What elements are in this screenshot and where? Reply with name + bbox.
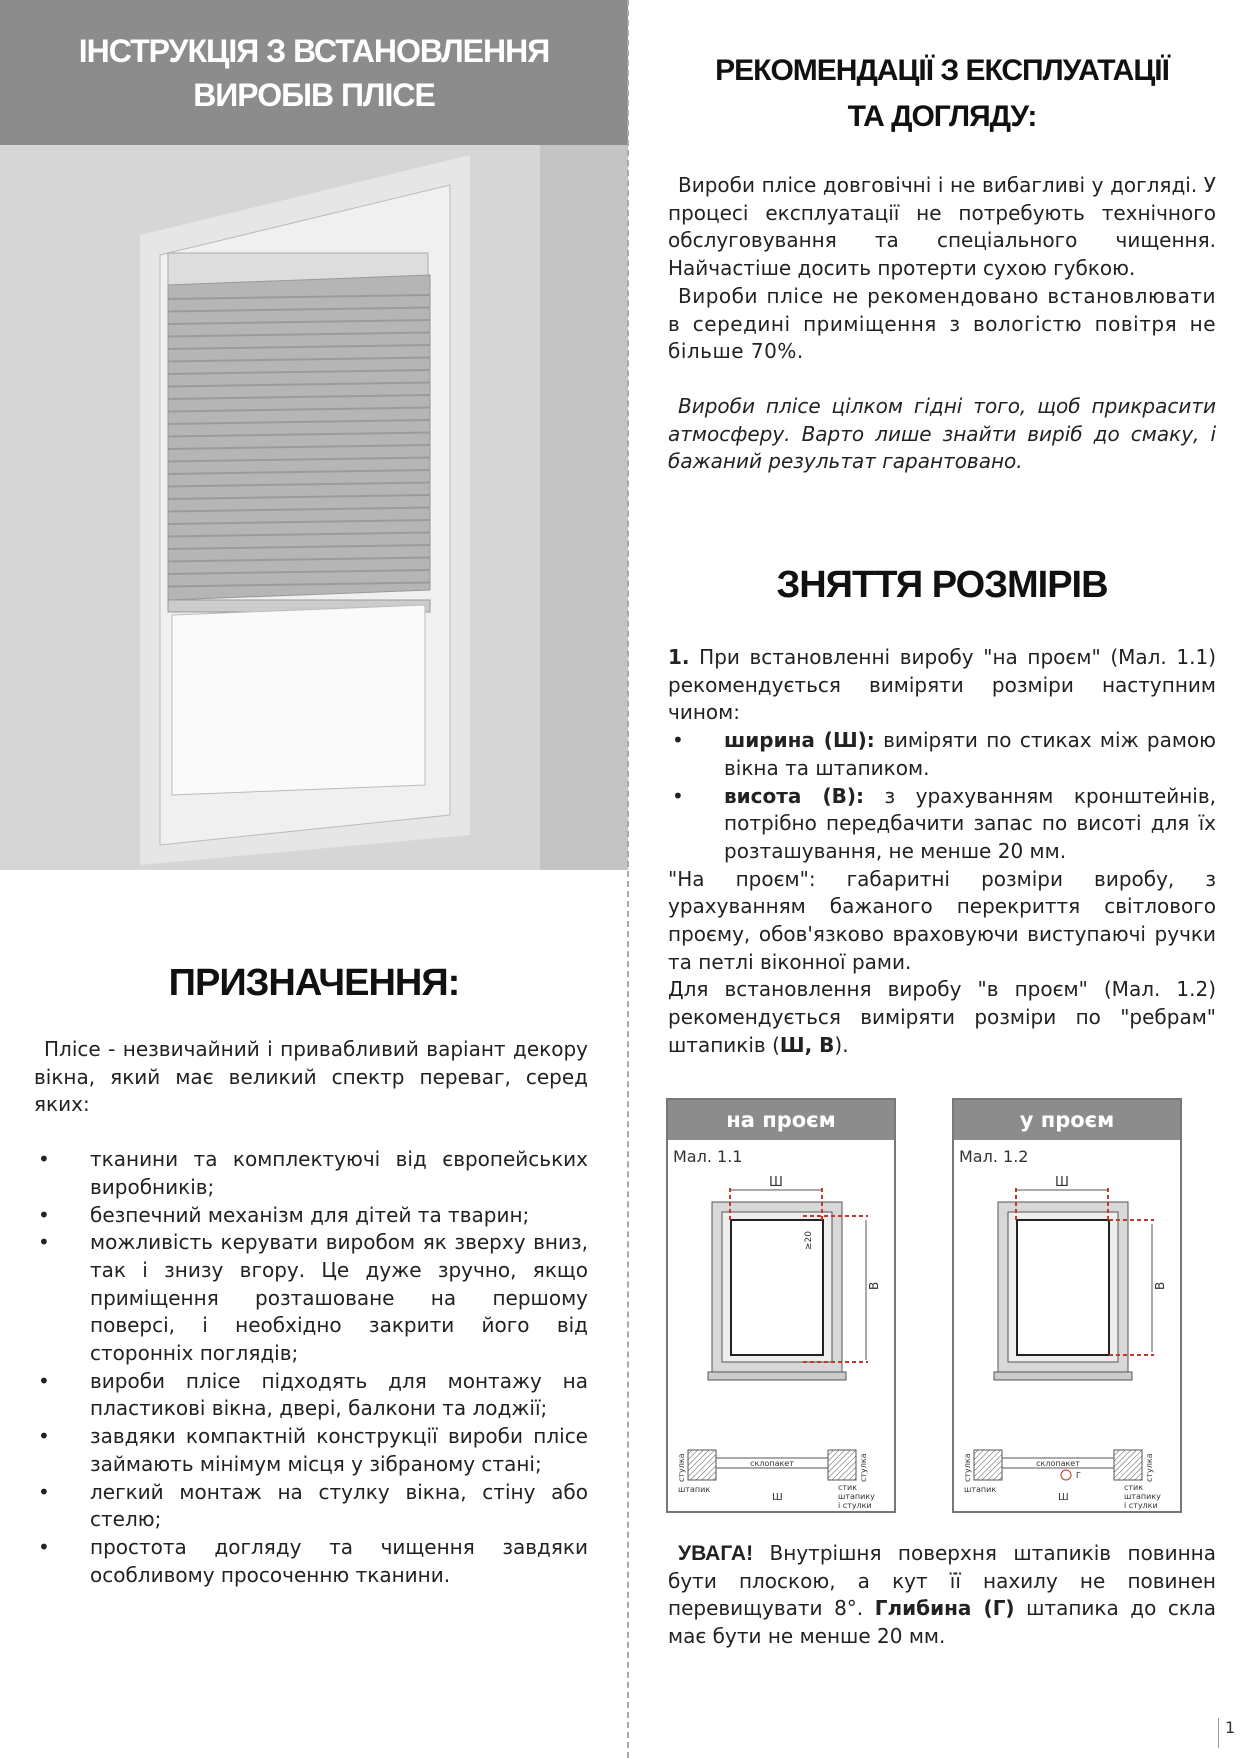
list-item [668,727,1216,782]
svg-text:Ш: Ш [769,1175,783,1190]
list-item: • тканини та комплектуючі від європейських виробників; [34,1146,588,1201]
width-label: ширина (Ш): [724,728,875,753]
diagram-header: на проєм [668,1100,894,1140]
svg-text:≥20: ≥20 [804,1231,814,1250]
measure-title-text: ЗНЯТТЯ РОЗМІРІВ [776,564,1108,606]
warning-part-2: штапика до скла має бути не менше 20 мм. [668,1596,1217,1649]
list-item: • безпечний механізм для дітей та тварин; [34,1202,588,1230]
sash-label-left: стулка [963,1453,972,1482]
svg-text:і стулки: і стулки [1124,1501,1158,1510]
care-title-line-2: ТА ДОГЛЯДУ: [847,100,1037,133]
svg-text:штапику: штапику [1124,1492,1161,1501]
column-divider [627,0,629,1758]
svg-text:стик: стик [838,1483,858,1492]
diagram-on-opening [666,1098,896,1513]
svg-text:Мал. 1.1: Мал. 1.1 [673,1147,743,1166]
svg-text:В: В [867,1281,881,1290]
measure-bold: Ш, В [779,1032,835,1057]
svg-text:Ш: Ш [772,1492,783,1503]
width-text: виміряти по стиках між рамою вікна та штапиком. [724,728,1217,780]
care-paragraph-3: Вироби плісе цілком гідні того, щоб прикрасити атмосферу. Варто лише знайти виріб до смаку, і бажаний результат гарантовано. [668,393,1216,474]
page-header [0,0,628,145]
care-text [668,172,1216,476]
svg-text:Г: Г [1076,1471,1081,1480]
measure-paragraph-1: При встановленні виробу "на проєм" (Мал. 1.1) рекомендується виміряти розміри наступним чином: [668,645,1217,725]
page-number: 1 [1218,1718,1235,1748]
svg-text:штапик: штапик [964,1485,997,1494]
svg-text:стик: стик [1124,1483,1144,1492]
header-line-1: ІНСТРУКЦІЯ З ВСТАНОВЛЕННЯ [78,32,550,69]
purpose-text [34,1036,588,1589]
warning-bold: Глибина (Г) [874,1596,1015,1621]
warning-text [668,1540,1216,1651]
list-item: • завдяки компактній конструкції вироби плісе займають мінімум місця у зібраному стані; [34,1423,588,1478]
care-paragraph-1: Вироби плісе довговічні і не вибагливі у догляді. У процесі експлуатації не потребують технічного обслуговування та спеціального чищення. Найчастіше досить протерти сухою губкою. [668,173,1216,281]
svg-text:Мал. 1.2: Мал. 1.2 [959,1147,1029,1166]
list-item: • вироби плісе підходять для монтажу на пластикові вікна, двері, балкони та лоджії; [34,1368,588,1423]
measure-paragraph-2: "На проєм": габаритні розміри виробу, з урахуванням бажаного перекриття світлового проєму, обов'язково враховуючи виступаючі ручки та петлі віконної рами. [668,866,1216,974]
warning-part-1: Внутрішня поверхня штапиків повинна бути плоскою, а кут її нахилу не повинен перевищувати 8°. [668,1541,1216,1621]
svg-text:В: В [1153,1281,1167,1290]
height-text: з урахуванням кронштейнів, потрібно передбачити запас по висоті для їх розташування, не менше 20 мм. [724,783,1216,863]
measure-end: ). [834,1032,849,1057]
svg-text:штапику: штапику [838,1492,875,1501]
svg-text:і стулки: і стулки [838,1501,872,1510]
list-item: • простота догляду та чищення завдяки особливому просоченню тканини. [34,1534,588,1589]
header-line-2: ВИРОБІВ ПЛІСЕ [193,76,435,113]
care-title [668,48,1216,140]
diagram-in-opening [952,1098,1182,1513]
care-title-line-1: РЕКОМЕНДАЦІЇ З ЕКСПЛУАТАЦІЇ [715,54,1169,87]
diagram-2-drawing [954,1140,1180,1510]
list-item: • можливість керувати виробом як зверху вниз, так і знизу вгору. Це дуже зручно, якщо приміщення розташоване на першому поверсі, і необхідно закрити його від сторонніх поглядів; [34,1229,588,1368]
care-paragraph-2: Вироби плісе не рекомендовано встановлювати в середині приміщення з вологістю повітря не більше 70%. [668,283,1216,364]
svg-text:склопакет: склопакет [750,1459,794,1468]
sash-label-right: стулка [859,1453,868,1482]
sash-label-left: стулка [677,1453,686,1482]
purpose-intro: Плісе - незвичайний і привабливий варіант декору вікна, який має великий спектр переваг, серед яких: [34,1037,588,1117]
diagram-header: у проєм [954,1100,1180,1140]
purpose-title [0,958,628,1008]
purpose-list [34,1146,588,1589]
sash-label-right: стулка [1145,1453,1154,1482]
measure-title [668,560,1216,610]
measure-text [668,644,1216,1060]
svg-text:Ш: Ш [1058,1492,1069,1503]
diagram-1-drawing [668,1140,894,1510]
step-number: 1. [668,645,690,669]
height-label: висота (В): [724,783,864,808]
svg-text:склопакет: склопакет [1036,1459,1080,1468]
window-blind-photo [0,145,628,870]
list-item: • легкий монтаж на стулку вікна, стіну або стелю; [34,1479,588,1534]
purpose-title-text: ПРИЗНАЧЕННЯ: [168,962,460,1004]
svg-text:штапик: штапик [678,1485,711,1494]
list-item [668,783,1216,866]
measure-paragraph-3: Для встановлення виробу "в проєм" (Мал. 1.2) рекомендується виміряти розміри по "ребрам" штапиків ( [668,977,1216,1057]
svg-text:Ш: Ш [1055,1175,1069,1190]
warning-label: УВАГА! [678,1542,754,1565]
